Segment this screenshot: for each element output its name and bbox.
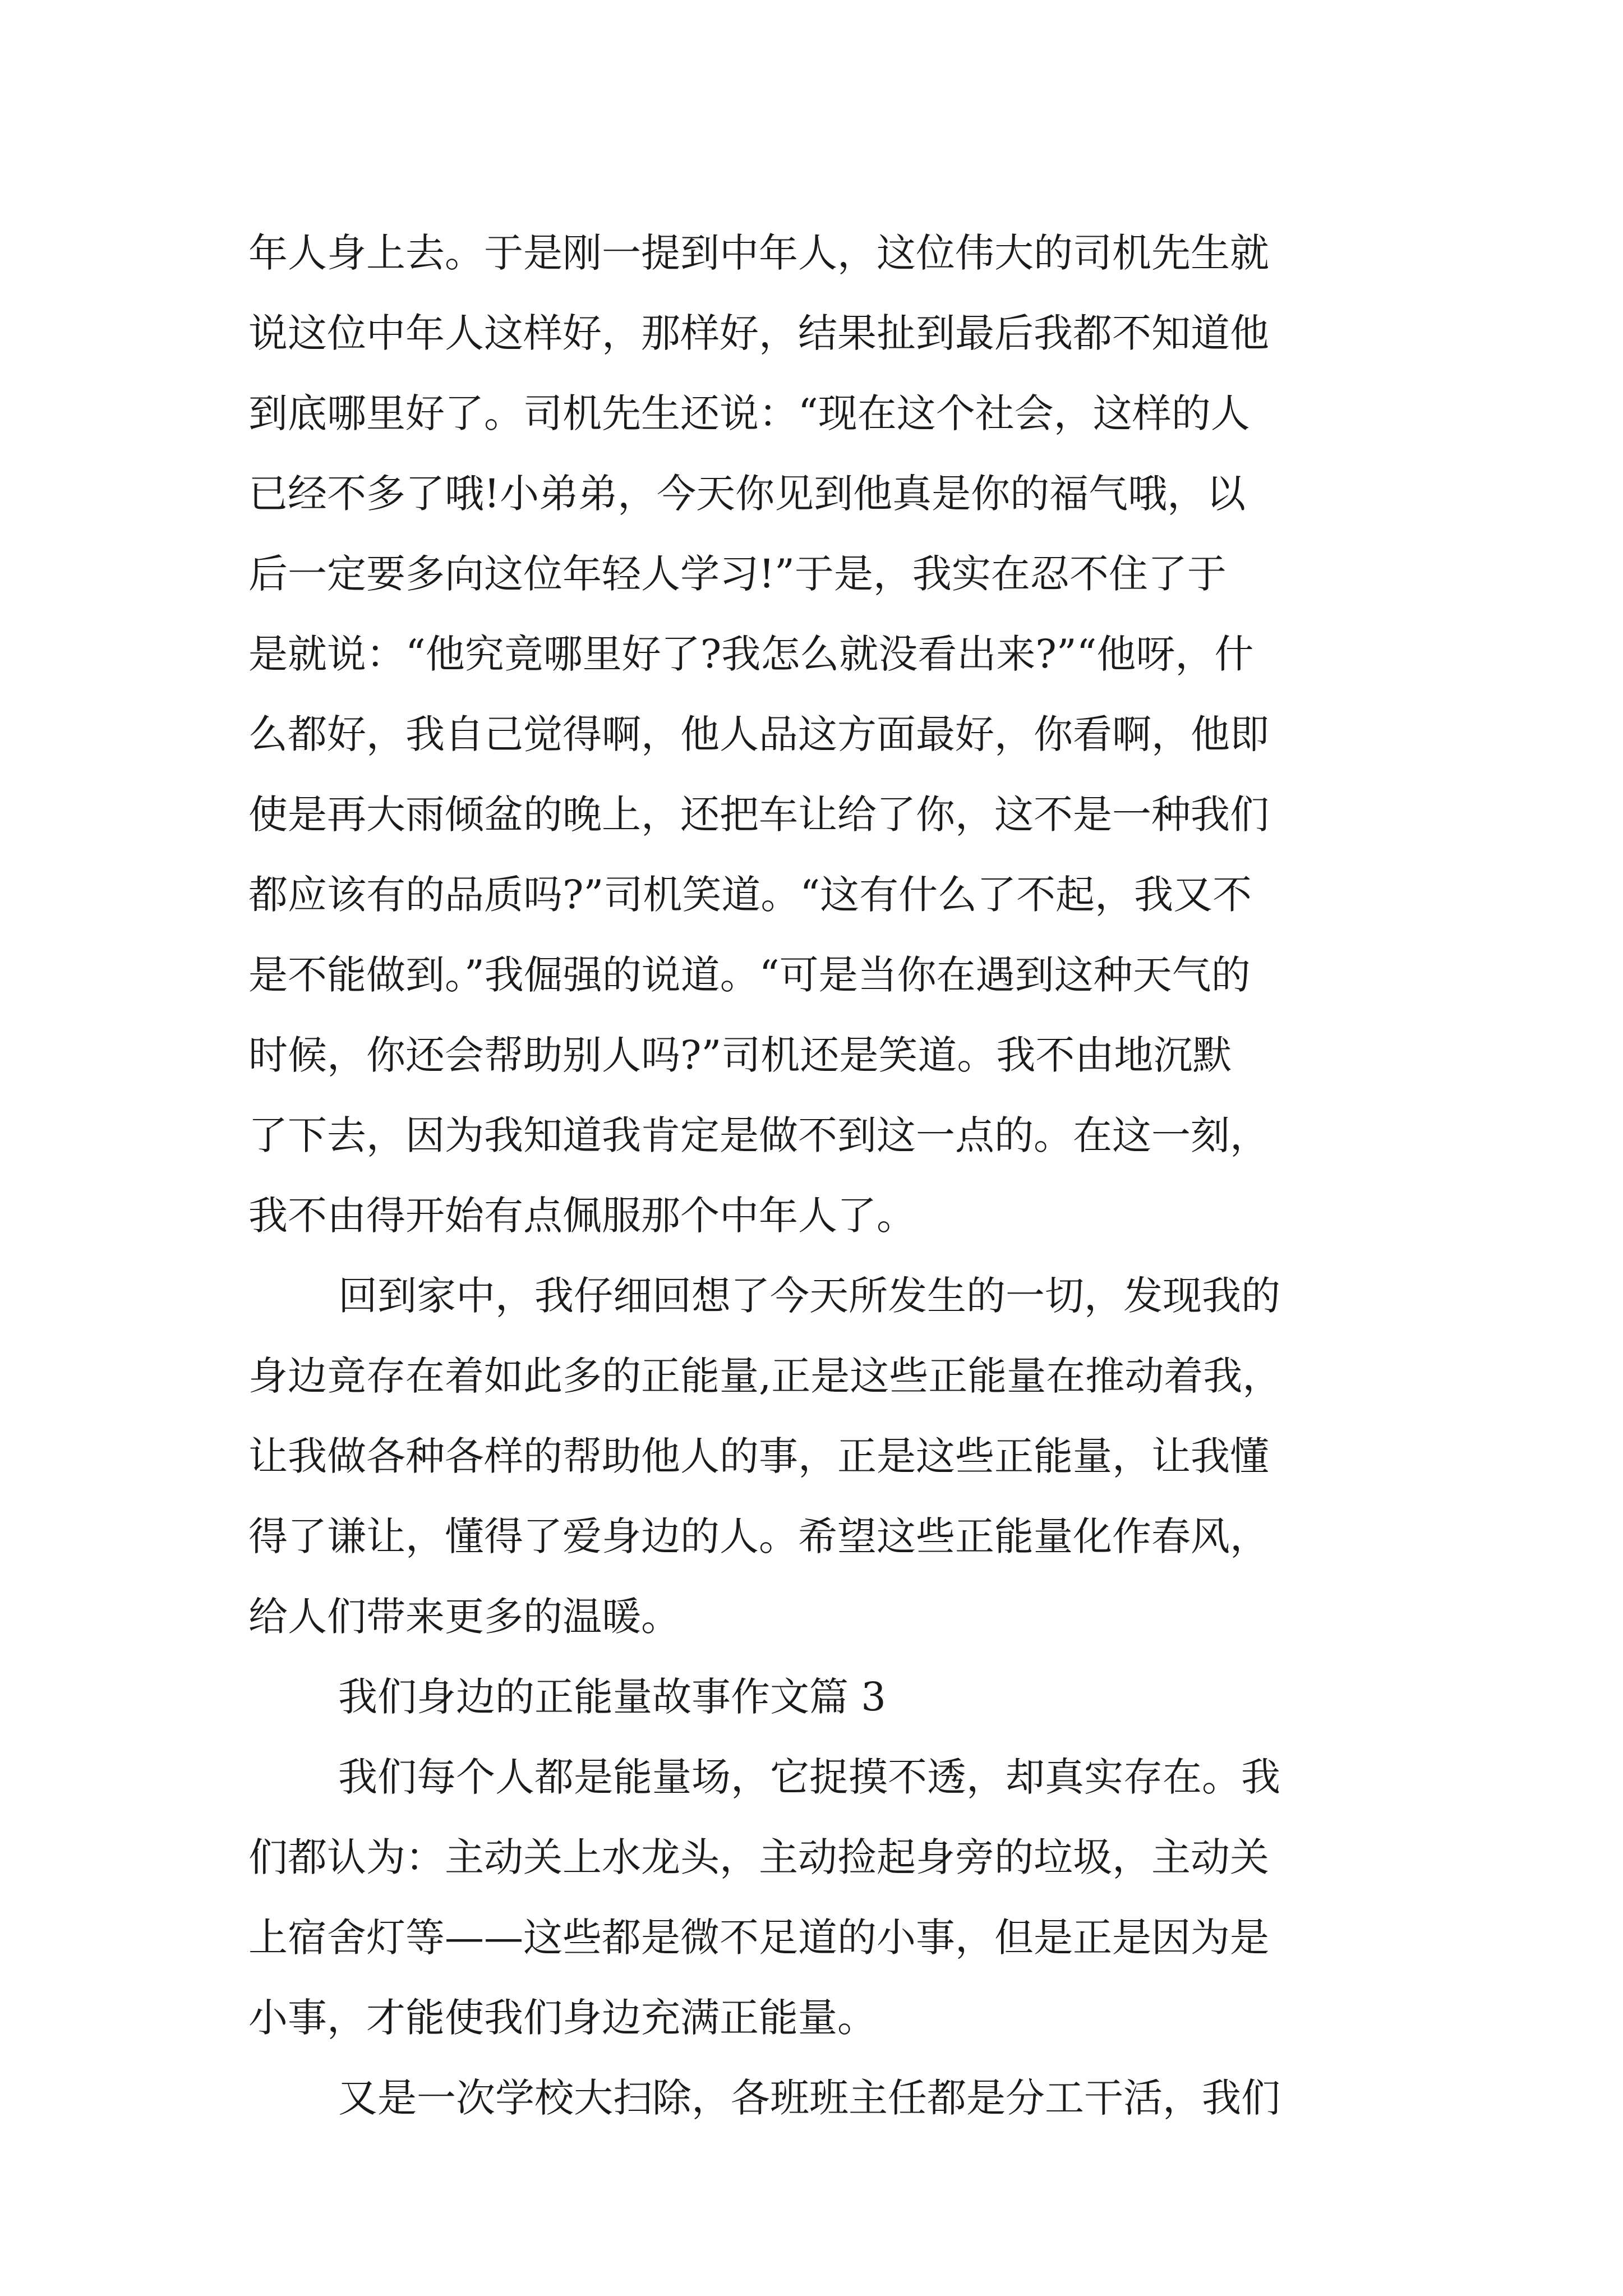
text-line-11: 时候，你还会帮助别人吗?”司机还是笑道。我不由地沉默 (248, 1032, 1232, 1078)
text-line-14: 回到家中，我仔细回想了今天所发生的一切，发现我的 (338, 1273, 1280, 1319)
text-line-16: 让我做各种各样的帮助他人的事，正是这些正能量，让我懂 (248, 1433, 1269, 1479)
text-line-10: 是不能做到。”我倔强的说道。“可是当你在遇到这种天气的 (248, 952, 1251, 998)
text-line-5: 后一定要多向这位年轻人学习!”于是，我实在忍不住了于 (248, 551, 1227, 597)
text-line-20: 我们每个人都是能量场，它捉摸不透，却真实存在。我 (338, 1754, 1280, 1800)
text-line-23: 小事，才能使我们身边充满正能量。 (248, 1995, 877, 2041)
text-line-22: 上宿舍灯等——这些都是微不足道的小事，但是正是因为是 (248, 1915, 1269, 1961)
section-heading: 我们身边的正能量故事作文篇 3 (338, 1674, 886, 1720)
text-line-15: 身边竟存在着如此多的正能量,正是这些正能量在推动着我， (248, 1353, 1282, 1399)
text-line-2: 说这位中年人这样好，那样好，结果扯到最后我都不知道他 (248, 310, 1269, 356)
text-line-3: 到底哪里好了。司机先生还说：“现在这个社会，这样的人 (248, 390, 1250, 436)
text-line-1: 年人身上去。于是刚一提到中年人，这位伟大的司机先生就 (248, 230, 1269, 276)
text-line-13: 我不由得开始有点佩服那个中年人了。 (248, 1193, 916, 1239)
text-line-7: 么都好，我自己觉得啊，他人品这方面最好，你看啊，他即 (248, 711, 1269, 757)
text-line-9: 都应该有的品质吗?”司机笑道。“这有什么了不起，我又不 (248, 872, 1252, 918)
body-text (248, 213, 1409, 2138)
text-line-6: 是就说：“他究竟哪里好了?我怎么就没看出来?”“他呀，什 (248, 631, 1254, 677)
text-line-18: 给人们带来更多的温暖。 (248, 1594, 680, 1640)
text-line-24: 又是一次学校大扫除，各班班主任都是分工干活，我们 (338, 2075, 1280, 2121)
text-line-8: 使是再大雨倾盆的晚上，还把车让给了你，这不是一种我们 (248, 792, 1269, 838)
text-line-21: 们都认为：主动关上水龙头，主动捡起身旁的垃圾，主动关 (248, 1834, 1269, 1880)
text-line-4: 已经不多了哦!小弟弟，今天你见到他真是你的福气哦，以 (248, 471, 1246, 517)
text-line-17: 得了谦让，懂得了爱身边的人。希望这些正能量化作春风， (248, 1513, 1269, 1559)
text-line-12: 了下去，因为我知道我肯定是做不到这一点的。在这一刻， (248, 1112, 1269, 1158)
